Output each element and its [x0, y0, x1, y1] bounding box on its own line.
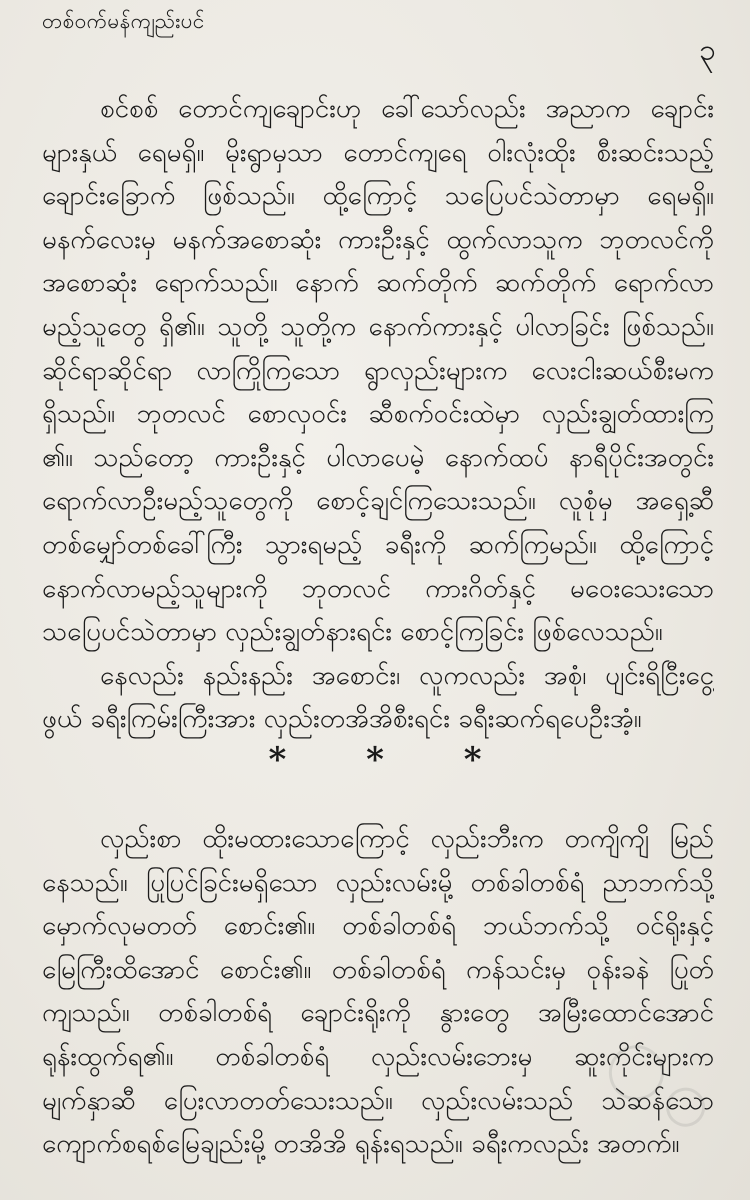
text-line: တစ်မျှော်တစ်ခေါ်ကြီး သွားရမည့် ခရီးကို ဆက်ကြမည်။ ထို့ကြောင့်	[42, 529, 714, 560]
text-line: မြေကြီးထိအောင် စောင်း၏။ တစ်ခါတစ်ရံ ကန်သင်းမှ ဝုန်းခနဲ ပြုတ်	[42, 954, 714, 985]
text-line: နောက်လာမည့်သူများကို ဘုတလင် ကားဂိတ်နှင့် မဝေးသေးသော	[42, 573, 714, 604]
text-line: များနှယ် ရေမရှိ။ မိုးရွာမှသာ တောင်ကျရေ ဝါးလုံးထိုး စီးဆင်းသည့်	[42, 137, 714, 168]
text-line: နေလည်း နည်းနည်း အစောင်း၊ လူကလည်း အစုံ၊ ပျင်းရိငြီးငွေ့	[100, 660, 714, 691]
text-line: ကျသည်။ တစ်ခါတစ်ရံ ချောင်းရိုးကို နွားတွေ အမြီးထောင်အောင်	[42, 998, 714, 1029]
text-line: စင်စစ် တောင်ကျချောင်းဟု ခေါ်သော်လည်း အညာက ချောင်း	[100, 94, 714, 124]
text-line: ရောက်လာဦးမည့်သူတွေကို စောင့်ချင်ကြသေးသည်။ လူစုံမှ အရှေ့ဆီ	[42, 486, 714, 517]
text-line: မျက်နှာဆီ ပြေးလာတတ်သေးသည်။ လှည်းလမ်းသည် သဲဆန်သော	[42, 1085, 714, 1116]
running-title: တစ်ဝက်မန်ကျည်းပင်	[42, 9, 205, 33]
text-line: မည့်သူတွေ ရှိ၏။ သူတို့ သူတို့က နောက်ကားနှင့် ပါလာခြင်း ဖြစ်သည်။	[42, 311, 714, 342]
paragraph-block-1	[42, 88, 714, 742]
text-line: ချောင်းခြောက် ဖြစ်သည်။ ထို့ကြောင့် သပြေပင်သဲတာမှာ ရေမရှိ။	[42, 181, 714, 212]
text-line: မှောက်လုမတတ် စောင်း၏။ တစ်ခါတစ်ရံ ဘယ်ဘက်သို့ ဝင်ရိုးနှင့်	[42, 911, 714, 942]
text-line: သပြေပင်သဲတာမှာ လှည်းချွတ်နားရင်း စောင့်ကြခြင်း ဖြစ်လေသည်။	[42, 617, 663, 648]
text-line: ရုန်းထွက်ရ၏။ တစ်ခါတစ်ရံ လှည်းလမ်းဘေးမှ ဆူးကိုင်းများက	[42, 1041, 714, 1072]
text-line: ဖွယ် ခရီးကြမ်းကြီးအား လှည်းတအိအိစီးရင်း ခရီးဆက်ရပေဦးအံ့။	[42, 704, 642, 735]
text-line: ၏။ သည်တော့ ကားဦးနှင့် ပါလာပေမဲ့ နောက်ထပ် နာရီပိုင်းအတွင်း	[42, 442, 714, 473]
text-line: နေသည်။ ပြုပြင်ခြင်းမရှိသော လှည်းလမ်းမို့ တစ်ခါတစ်ရံ ညာဘက်သို့	[42, 867, 714, 898]
page-number: ၃	[699, 33, 716, 68]
text-line: ကျောက်စရစ်မြေချည်းမို့ တအိအိ ရုန်းရသည်။ ခရီးကလည်း အတက်။	[42, 1129, 680, 1160]
text-line: မနက်လေးမှ မနက်အစောဆုံး ကားဦးနှင့် ထွက်လာသူက ဘုတလင်ကို	[42, 224, 714, 255]
section-break: * * *	[268, 740, 516, 780]
text-line: ဆိုင်ရာဆိုင်ရာ လာကြိုကြသော ရွာလှည်းများက လေးငါးဆယ်စီးမက	[42, 355, 714, 386]
text-line: ရှိသည်။ ဘုတလင် စောလှဝင်း ဆီစက်ဝင်းထဲမှာ လှည်းချွတ်ထားကြ	[42, 399, 714, 430]
text-line: လှည်းစာ ထိုးမထားသောကြောင့် လှည်းဘီးက တကျိကျိ မြည်	[100, 824, 714, 854]
text-line: အစောဆုံး ရောက်သည်။ နောက် ဆက်တိုက် ဆက်တိုက် ရောက်လာ	[42, 268, 714, 299]
